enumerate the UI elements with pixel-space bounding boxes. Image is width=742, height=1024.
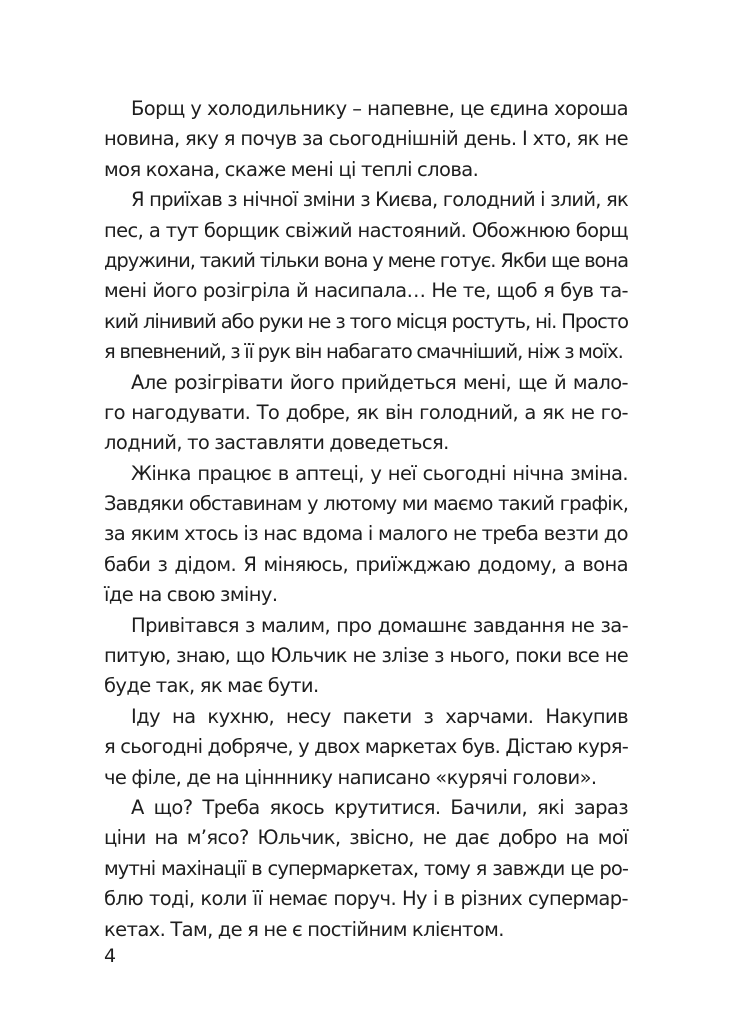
text-line: Борщ у холодильнику – напевне, це єдина хороша [131, 97, 628, 120]
text-line: буде так, як має бути. [104, 674, 319, 698]
paragraph [104, 702, 628, 793]
text-line: моя кохана, скаже мені ці теплі слова. [104, 157, 479, 181]
paragraph [104, 793, 628, 945]
text-line: Я приїхав з нічної зміни з Києва, голодний і злий, як [131, 188, 628, 212]
body-text [104, 94, 628, 945]
text-line: блю тоді, коли її немає поруч. Ну і в різних супермар- [104, 887, 628, 911]
text-line: Завдяки обставинам у лютому ми маємо такий графік, [104, 492, 628, 516]
text-line: я сьогодні добряче, у двох маркетах був. Дістаю куря- [104, 735, 628, 759]
text-line: ціни на м’ясо? Юльчик, звісно, не дає добро на мої [104, 826, 628, 850]
text-line: їде на свою зміну. [104, 583, 278, 607]
text-line: лодний, то заставляти доведеться. [104, 431, 449, 455]
text-line: го нагодувати. То добре, як він голодний, а як не го- [104, 400, 628, 424]
text-line: новина, яку я почув за сьогоднішній день. І хто, як не [104, 127, 628, 151]
text-line: Привітався з малим, про домашнє завдання не за- [131, 613, 628, 637]
text-line: мутні махінації в супермаркетах, тому я завжди це ро- [104, 856, 628, 880]
paragraph [104, 94, 628, 185]
paragraph [104, 459, 628, 611]
text-line: за яким хтось із нас вдома і малого не треба везти до [104, 522, 628, 546]
text-line: кетах. Там, де я не є постійним клієнтом. [104, 917, 504, 941]
text-line: баби з дідом. Я міняюсь, приїжджаю додому, а вона [104, 552, 628, 576]
text-line: Іду на кухню, несу пакети з харчами. Накупив [131, 704, 628, 728]
paragraph [104, 611, 628, 702]
text-line: А що? Треба якось крутитися. Бачили, які зараз [131, 795, 628, 819]
text-line: Жінка працює в аптеці, у неї сьогодні нічна зміна. [131, 461, 628, 485]
text-line: пес, а тут борщик свіжий настояний. Обожнюю борщ [104, 218, 628, 242]
page-number: 4 [104, 945, 117, 967]
paragraph [104, 185, 628, 367]
text-line: я впевнений, з її рук він набагато смачніший, ніж з моїх. [104, 340, 623, 364]
text-line: мені його розігріла й насипала… Не те, щоб я був та- [104, 279, 628, 303]
text-line: питую, знаю, що Юльчик не злізе з нього, поки все не [104, 644, 628, 668]
text-line: дружини, такий тільки вона у мене готує. Якби ще вона [104, 248, 628, 272]
text-line: кий лінивий або руки не з того місця ростуть, ні. Просто [104, 309, 628, 333]
text-line: Але розігрівати його прийдеться мені, ще й мало- [131, 370, 628, 394]
paragraph [104, 368, 628, 459]
text-line: че філе, де на цінннику написано «курячі голови». [104, 765, 597, 789]
